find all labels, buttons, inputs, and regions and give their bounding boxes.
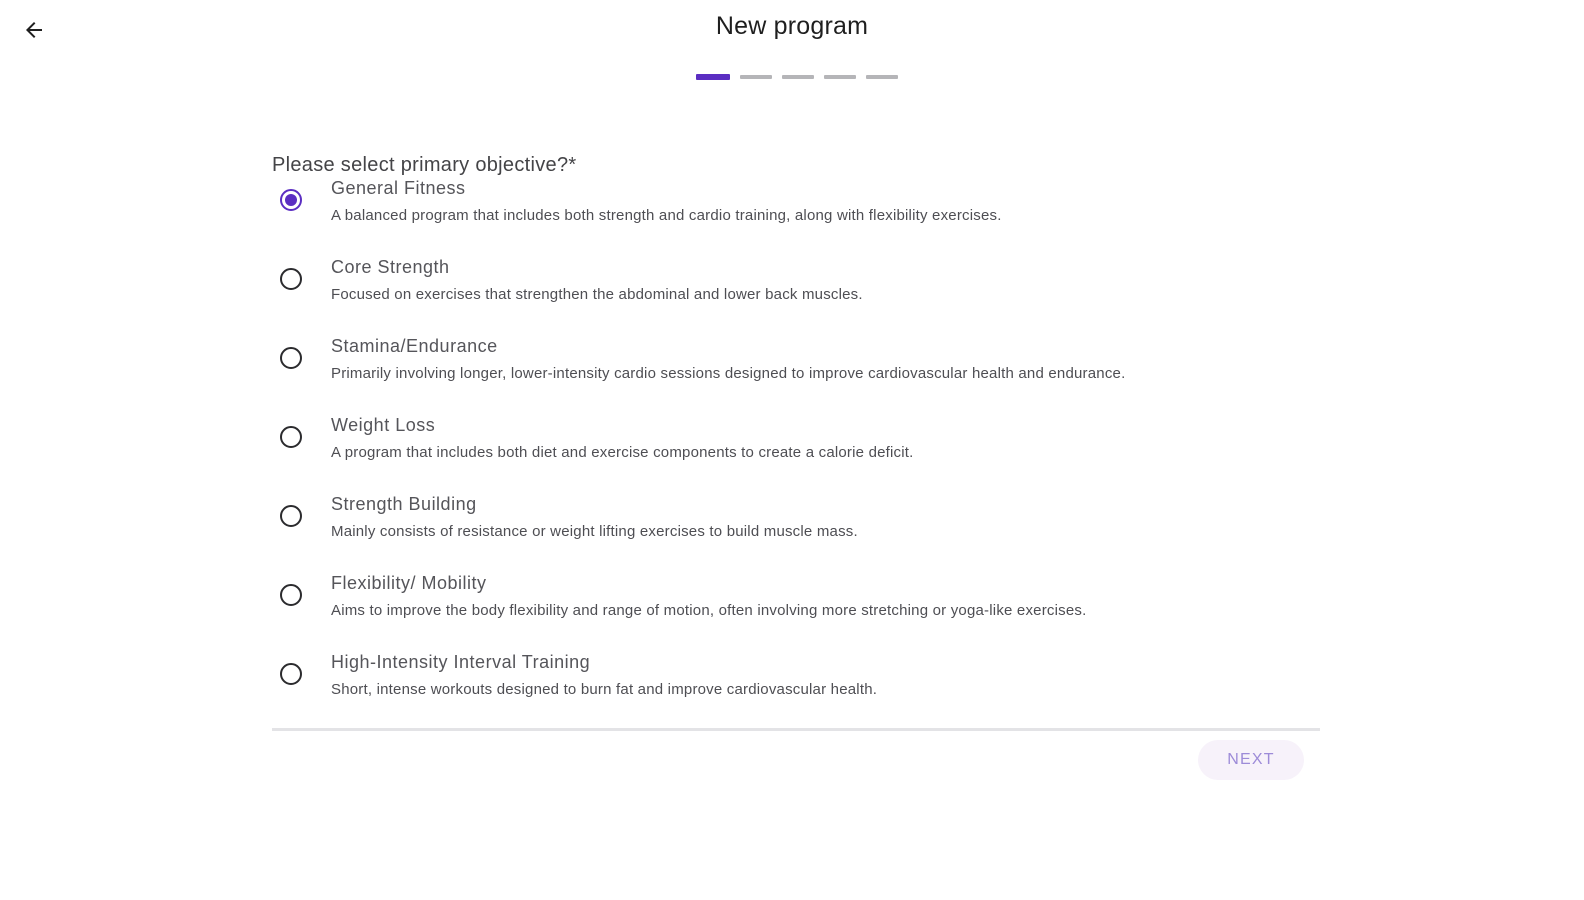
option-description: A program that includes both diet and exercise components to create a calorie deficit. [331,444,914,461]
step-indicator-3 [782,75,814,79]
option-description: Short, intense workouts designed to burn fat and improve cardiovascular health. [331,681,878,698]
option-description: Aims to improve the body flexibility and range of motion, often involving more stretching or yoga-like exercises. [331,602,1087,619]
step-indicator-5 [866,75,898,79]
option-title: Core Strength [331,257,450,277]
form-divider [272,728,1320,731]
option-general-fitness[interactable] [272,178,1320,266]
option-title: Stamina/Endurance [331,336,498,356]
radio-button[interactable] [280,189,302,211]
radio-button[interactable] [280,584,302,606]
option-description: Primarily involving longer, lower-intensity cardio sessions designed to improve cardiovascular health and endurance. [331,365,1126,382]
option-description: Focused on exercises that strengthen the abdominal and lower back muscles. [331,286,863,303]
option-title: Weight Loss [331,415,436,435]
option-stamina-endurance[interactable] [272,336,1320,424]
option-flexibility-mobility[interactable] [272,573,1320,661]
option-title: High-Intensity Interval Training [331,652,591,672]
objective-question: Please select primary objective?* [272,154,577,176]
option-description: A balanced program that includes both strength and cardio training, along with flexibility exercises. [331,207,1002,224]
objective-radio-group [272,178,1320,740]
radio-button[interactable] [280,505,302,527]
next-button[interactable]: NEXT [1198,740,1304,780]
step-indicator-1 [696,74,730,80]
option-title: Flexibility/ Mobility [331,573,487,593]
step-indicator-2 [740,75,772,79]
objective-form [272,154,1320,740]
option-core-strength[interactable] [272,257,1320,345]
option-title: General Fitness [331,178,466,198]
radio-button[interactable] [280,663,302,685]
option-weight-loss[interactable] [272,415,1320,503]
progress-stepper [696,75,898,80]
radio-button[interactable] [280,347,302,369]
radio-button[interactable] [280,268,302,290]
option-description: Mainly consists of resistance or weight lifting exercises to build muscle mass. [331,523,858,540]
radio-button[interactable] [280,426,302,448]
step-indicator-4 [824,75,856,79]
option-title: Strength Building [331,494,477,514]
radio-selected-dot [285,194,297,206]
option-strength-building[interactable] [272,494,1320,582]
page-title: New program [715,12,869,40]
